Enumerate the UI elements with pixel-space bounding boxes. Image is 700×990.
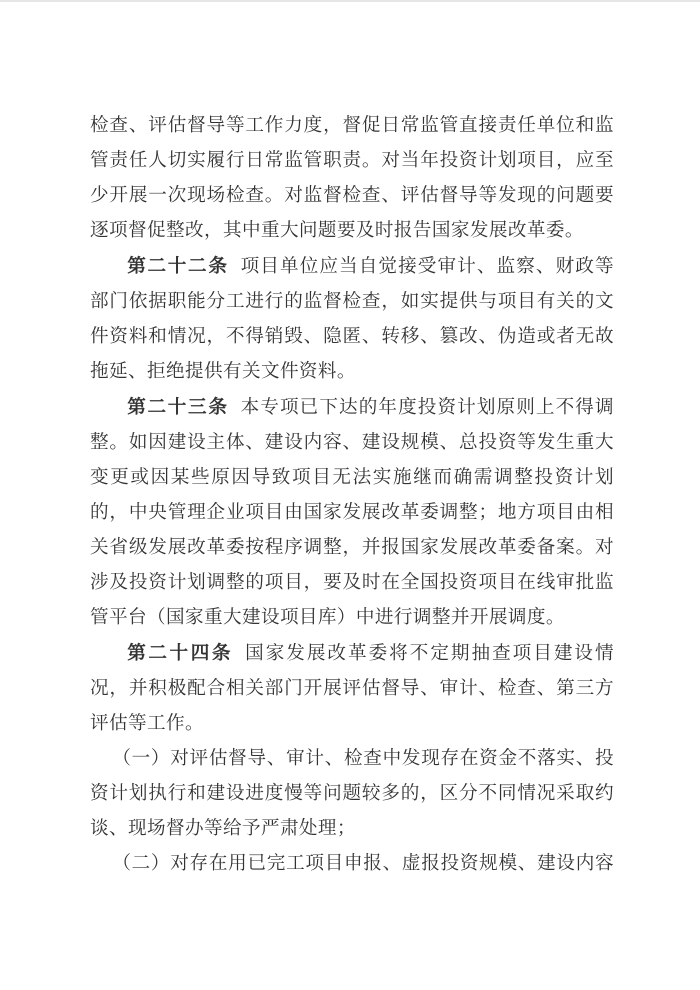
article-number: 第二十三条 [127,396,229,417]
document-body [90,108,614,881]
paragraph-text: 项目单位应当自觉接受审计、监察、财政等部门依据职能分工进行的监督检查，如实提供与项目有关的文件资料和情况，不得销毁、隐匿、转移、篡改、伪造或者无故拖延、拒绝提供有关文件资料。 [90,256,614,382]
paragraph-text: 本专项已下达的年度投资计划原则上不得调整。如因建设主体、建设内容、建设规模、总投资等发生重大变更或因某些原因导致项目无法实施继而确需调整投资计划的，中央管理企业项目由国家发展改革委调整；地方项目由相关省级发展改革委按程序调整，并报国家发展改革委备案。对涉及投资计划调整的项目，要及时在全国投资项目在线审批监管平台（国家重大建设项目库）中进行调整并开展调度。 [90,397,614,628]
paragraph-text: 检查、评估督导等工作力度，督促日常监管直接责任单位和监管责任人切实履行日常监管职责。对当年投资计划项目，应至少开展一次现场检查。对监督检查、评估督导等发现的问题要逐项督促整改，其中重大问题要及时报告国家发展改革委。 [90,115,614,241]
paragraph [90,741,614,846]
paragraph [90,846,614,881]
paragraph [90,389,614,635]
paragraph-text: （一）对评估督导、审计、检查中发现存在资金不落实、投资计划执行和建设进度慢等问题较多的，区分不同情况采取约谈、现场督办等给予严肃处理； [90,748,614,839]
paragraph [90,248,614,389]
paragraph-text: 国家发展改革委将不定期抽查项目建设情况，并积极配合相关部门开展评估督导、审计、检查、第三方评估等工作。 [90,643,614,734]
article-number: 第二十二条 [127,255,229,276]
paragraph [90,635,614,741]
paragraph-text: （二）对存在用已完工项目申报、虚报投资规模、建设内容 [112,853,614,874]
paragraph [90,108,614,248]
page-top-edge [0,0,700,2]
article-number: 第二十四条 [127,642,234,663]
